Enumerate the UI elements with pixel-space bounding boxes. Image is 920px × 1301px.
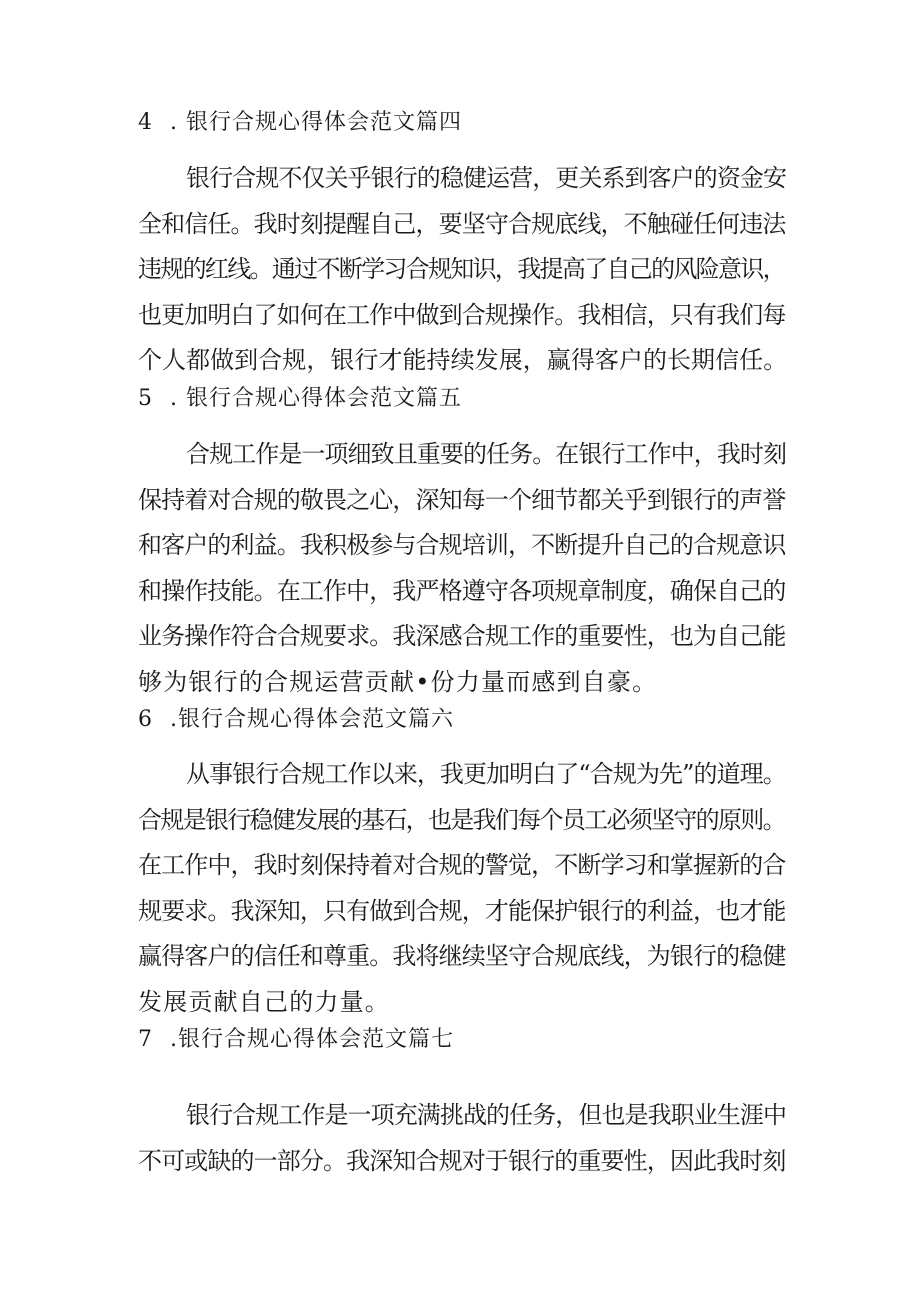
section-number: 4	[138, 110, 153, 135]
paragraph-line: 不可或缺的一部分。我深知合规对于银行的重要性，因此我时刻	[138, 1146, 786, 1175]
paragraph-line: 够为银行的合规运营贡献•份力量而感到自豪。	[138, 667, 658, 696]
paragraph-line: 个人都做到合规，银行才能持续发展，赢得客户的长期信任。	[138, 346, 788, 374]
section-number: 7	[138, 1027, 153, 1052]
paragraph-line: 全和信任。我时刻提醒自己，要坚守合规底线，不触碰任何违法	[138, 209, 786, 238]
paragraph-line: 银行合规不仅关乎银行的稳健运营，更关系到客户的资金安	[186, 164, 787, 192]
paragraph-line: 违规的红线。通过不断学习合规知识，我提高了自己的风险意识，	[138, 255, 785, 283]
section-number: 6	[138, 707, 153, 732]
section-heading-4	[138, 108, 788, 138]
paragraph-line: 合规是银行稳健发展的基石，也是我们每个员工必须坚守的原则。	[138, 805, 785, 834]
section-heading-5	[138, 384, 788, 414]
paragraph-line: 保持着对合规的敬畏之心，深知每一个细节都关乎到银行的声誉	[138, 485, 786, 514]
section-title: .银行合规心得体会范文篇七	[170, 1027, 454, 1052]
section-paragraph-5	[138, 432, 788, 705]
section-paragraph-6	[138, 752, 788, 1025]
section-paragraph-7	[138, 1093, 788, 1184]
paragraph-line: 也更加明白了如何在工作中做到合规操作。我相信，只有我们每	[138, 300, 786, 329]
section-title: .银行合规心得体会范文篇六	[170, 707, 454, 732]
paragraph-line: 银行合规工作是一项充满挑战的任务，但也是我职业生涯中	[186, 1101, 787, 1129]
section-paragraph-4	[138, 156, 788, 384]
section-heading-7	[138, 1025, 788, 1055]
section-title: . 银行合规心得体会范文篇五	[170, 386, 462, 411]
paragraph-line: 发展贡献自己的力量。	[138, 987, 390, 1016]
paragraph-line: 业务操作符合合规要求。我深感合规工作的重要性，也为自己能	[138, 622, 786, 650]
paragraph-line: 合规工作是一项细致且重要的任务。在银行工作中，我时刻	[186, 440, 787, 468]
section-number: 5	[138, 386, 153, 411]
paragraph-line: 在工作中，我时刻保持着对合规的警觉，不断学习和掌握新的合	[138, 851, 786, 879]
paragraph-line: 从事银行合规工作以来，我更加明白了“合规为先”的道理。	[186, 760, 786, 788]
section-title: . 银行合规心得体会范文篇四	[170, 110, 462, 135]
paragraph-line: 和客户的利益。我积极参与合规培训，不断提升自己的合规意识	[138, 531, 786, 559]
paragraph-line: 规要求。我深知，只有做到合规，才能保护银行的利益，也才能	[138, 896, 786, 925]
paragraph-line: 和操作技能。在工作中，我严格遵守各项规章制度，确保自己的	[138, 576, 786, 605]
paragraph-line: 赢得客户的信任和尊重。我将继续坚守合规底线，为银行的稳健	[138, 942, 786, 970]
section-heading-6	[138, 705, 788, 735]
